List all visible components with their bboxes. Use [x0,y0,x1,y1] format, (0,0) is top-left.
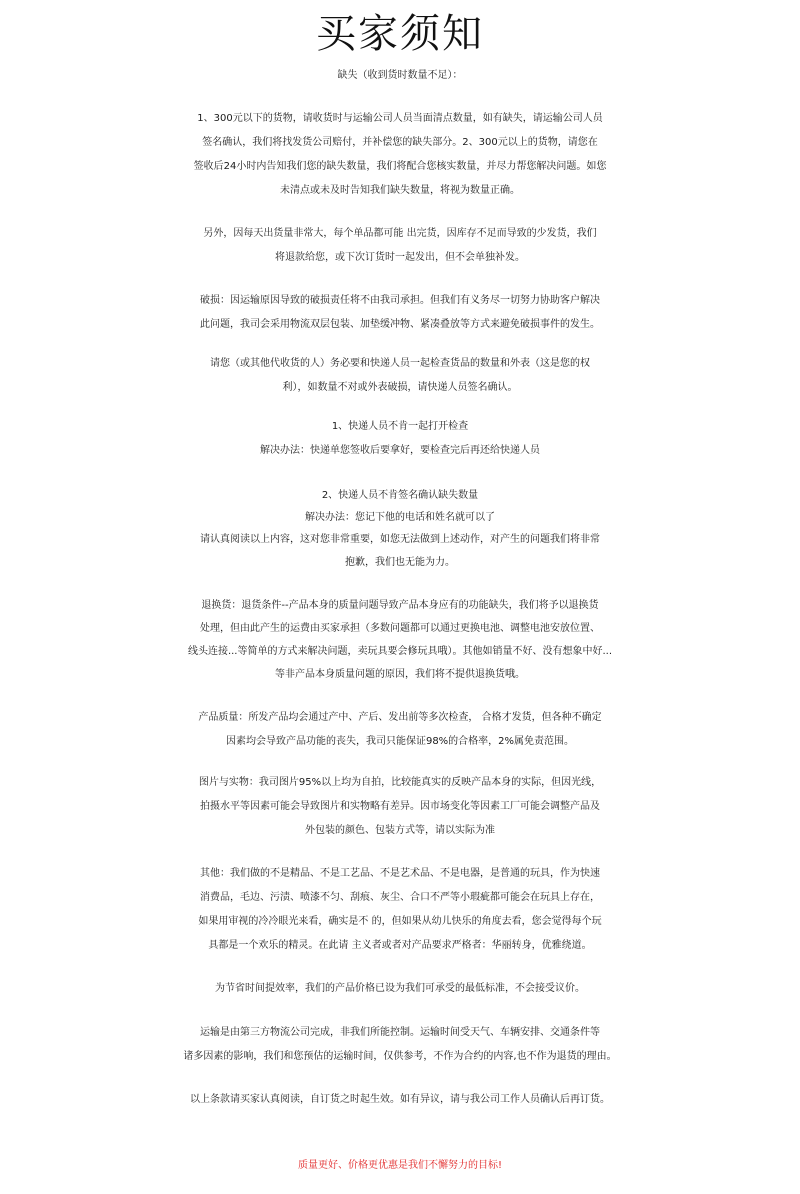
text-line: 解决办法：快递单您签收后要拿好，要检查完后再还给快递人员 [260,445,540,456]
text-line: 请您（或其他代收货的人）务必要和快递人员一起检查货品的数量和外表（这是您的权 [210,358,590,369]
slogan: 质量更好、价格更优惠是我们不懈努力的目标! [297,1160,502,1171]
text-line: 外包装的颜色、包装方式等，请以实际为准 [305,825,495,836]
text-line: 运输是由第三方物流公司完成，非我们所能控制。运输时间受天气、车辆安排、交通条件等 [200,1027,600,1038]
text-line: 以上条款请买家认真阅读，自订货之时起生效。如有异议，请与我公司工作人员确认后再订货。 [190,1094,610,1105]
text-line: 因素均会导致产品功能的丧失，我司只能保证98%的合格率，2%属免责范围。 [225,736,575,747]
shortage-heading: 缺失（收到货时数量不足）： [337,70,463,81]
text-line: 破损：因运输原因导致的破损责任将不由我司承担。但我们有义务尽一切努力协助客户解决 [200,295,600,306]
text-line: 处理，但由此产生的运费由买家承担（多数问题都可以通过更换电池、调整电池安放位置、 [200,623,600,634]
text-line: 此问题，我司会采用物流双层包装、加垫缓冲物、紧凑叠放等方式来避免破损事件的发生。 [200,319,600,330]
text-line: 退换货：退货条件--产品本身的质量问题导致产品本身应有的功能缺失，我们将予以退换货 [201,600,599,611]
page-title: 买家须知 [316,11,484,57]
text-line: 图片与实物：我司图片95%以上均为自拍，比较能真实的反映产品本身的实际，但因光线， [198,777,602,788]
text-line: 为节省时间提效率，我们的产品价格已设为我们可承受的最低标准，不会接受议价。 [215,983,585,994]
text-line: 等非产品本身质量问题的原因，我们将不提供退换货哦。 [275,669,525,680]
text-line: 线头连接...等简单的方式来解决问题，卖玩具要会修玩具哦）。其他如销量不好、没有想象中好... [187,646,613,657]
text-line: 未清点或未及时告知我们缺失数量，将视为数量正确。 [280,185,520,196]
text-line: 利），如数量不对或外表破损，请快递人员签名确认。 [282,382,518,393]
text-line: 1、快递人员不肯一起打开检查 [331,421,469,432]
text-line: 具都是一个欢乐的精灵。在此请 主义者或者对产品要求严格者：华丽转身，优雅绕道。 [208,940,592,951]
text-line: 抱歉，我们也无能为力。 [345,557,455,568]
text-line: 另外，因每天出货量非常大，每个单品都可能 出完货，因库存不足而导致的少发货，我们 [203,228,597,239]
text-line: 1、300元以下的货物，请收货时与运输公司人员当面清点数量，如有缺失，请运输公司人员 [197,113,603,124]
text-line: 其他：我们做的不是精品、不是工艺品、不是艺术品、不是电器，是普通的玩具，作为快速 [200,868,600,879]
text-line: 如果用审视的冷冷眼光来看，确实是不 的，但如果从幼儿快乐的角度去看，您会觉得每个玩 [198,916,602,927]
text-line: 解决办法：您记下他的电话和姓名就可以了 [305,512,495,523]
text-line: 消费品，毛边、污渍、喷漆不匀、刮痕、灰尘、合口不严等小瑕疵都可能会在玩具上存在， [200,892,600,903]
text-line: 签名确认，我们将找发货公司赔付，并补偿您的缺失部分。2、300元以上的货物，请您在 [202,137,598,148]
text-line: 将退款给您，或下次订货时一起发出，但不会单独补发。 [275,252,525,263]
text-line: 诸多因素的影响，我们和您预估的运输时间，仅供参考，不作为合约的内容,也不作为退货的理由。 [183,1051,617,1062]
text-line: 请认真阅读以上内容，这对您非常重要，如您无法做到上述动作，对产生的问题我们将非常 [200,534,600,545]
text-line: 产品质量：所发产品均会通过产中、产后、发出前等多次检查， 合格才发货，但各种不确定 [198,712,602,723]
text-line: 2、快递人员不肯签名确认缺失数量 [321,490,479,501]
text-line: 拍摄水平等因素可能会导致图片和实物略有差异。因市场变化等因素工厂可能会调整产品及 [200,801,600,812]
text-line: 签收后24小时内告知我们您的缺失数量，我们将配合您核实数量，并尽力帮您解决问题。如您 [193,161,607,172]
